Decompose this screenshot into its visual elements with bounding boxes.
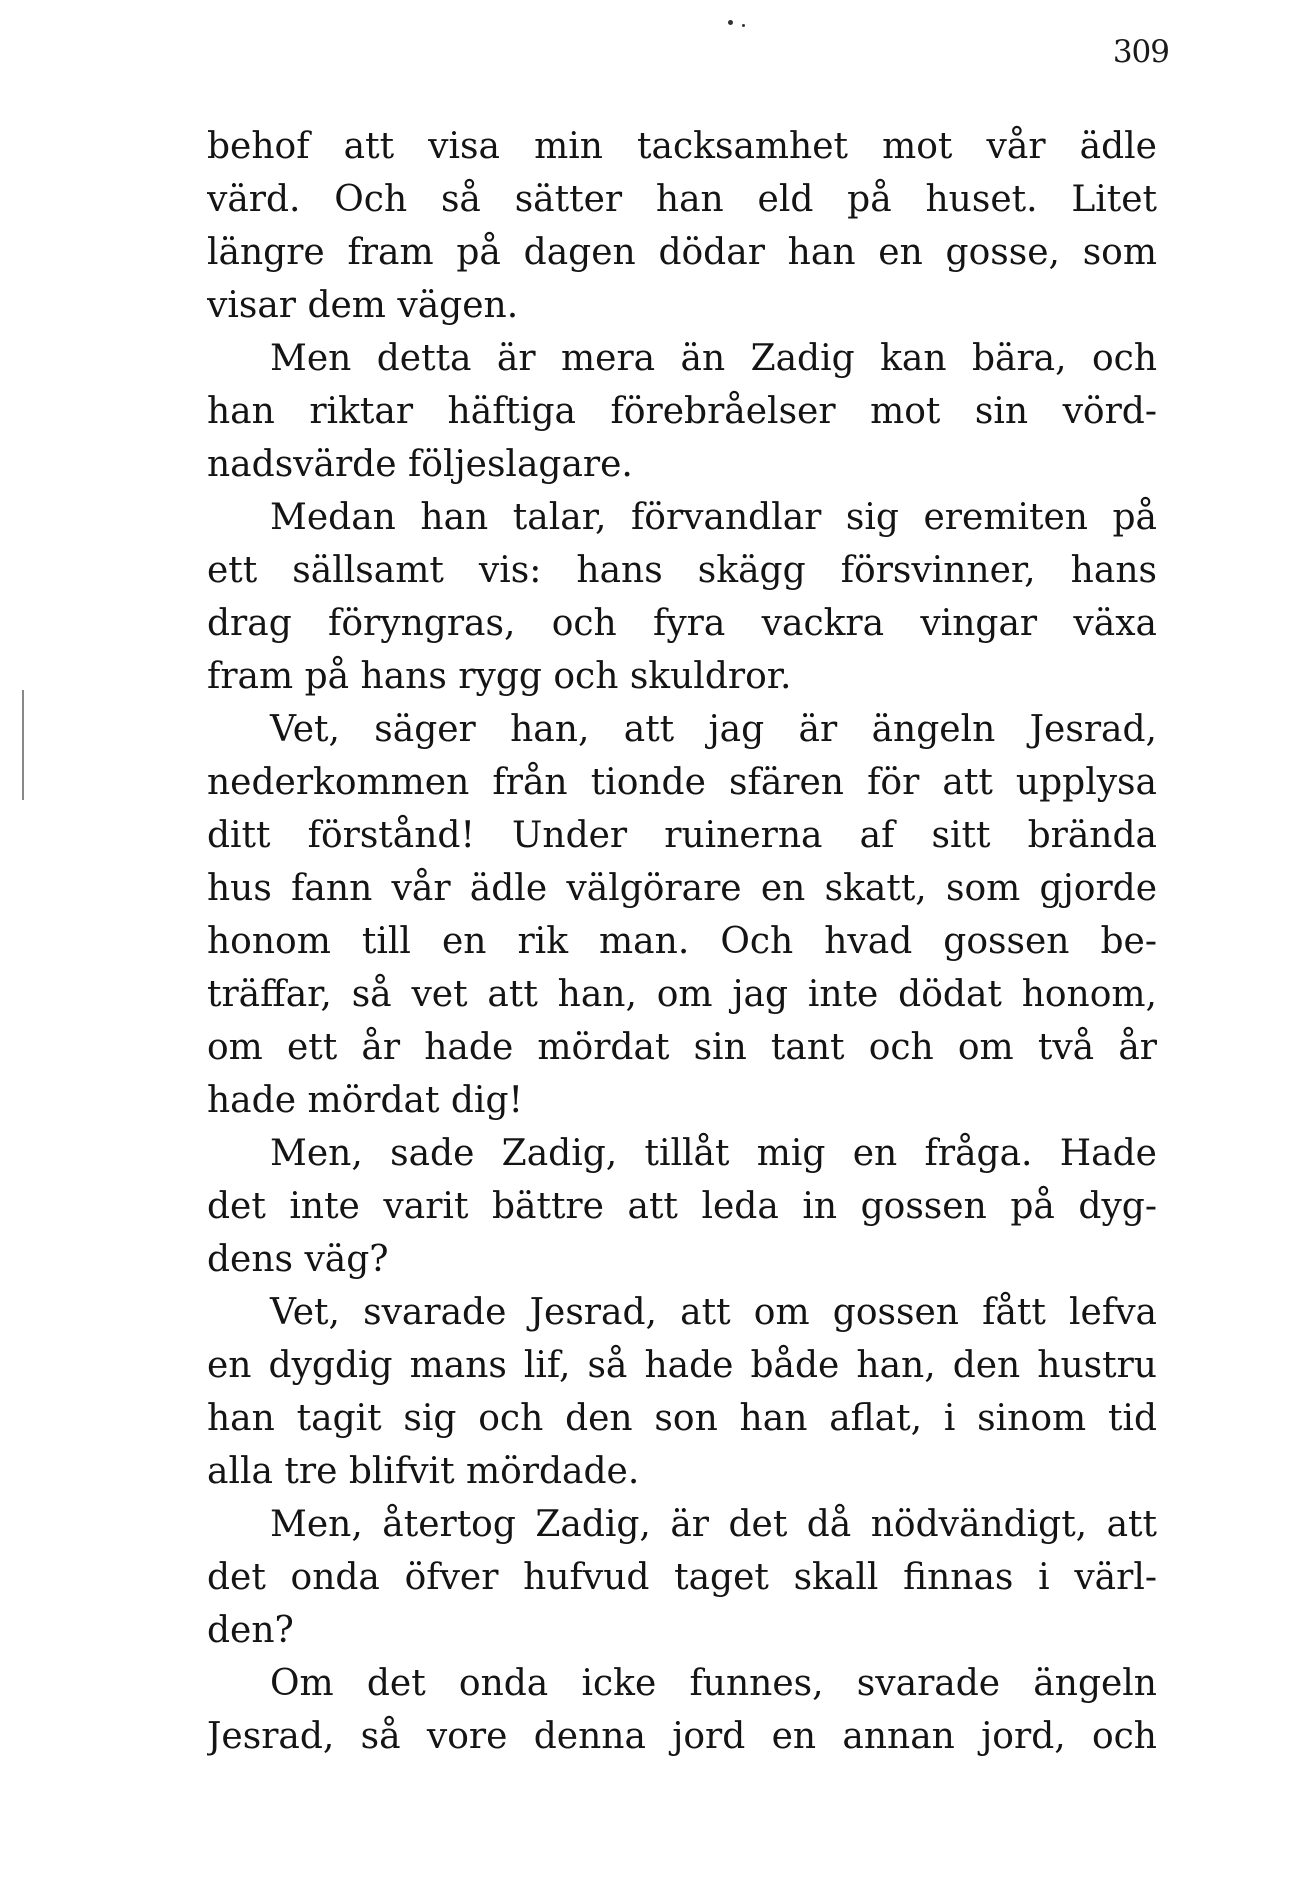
paragraph [207,1657,1157,1763]
text-line: Vet, svarade Jesrad, att om gossen fått lefva [270,1292,1157,1333]
paragraph [207,1498,1157,1657]
text-line: Men detta är mera än Zadig kan bära, och [270,338,1157,379]
paragraph [207,332,1157,491]
text-line: en dygdig mans lif, så hade både han, den hustru [207,1345,1157,1386]
text-line: drag föryngras, och fyra vackra vingar växa [207,603,1157,644]
text-line: Jesrad, så vore denna jord en annan jord, och [207,1716,1157,1757]
text-line: fram på hans rygg och skuldror. [207,656,792,697]
scan-speck [728,20,733,25]
text-line: nadsvärde följeslagare. [207,444,633,485]
scan-speck [742,24,745,27]
page-number: 309 [1112,34,1169,70]
text-line: ett sällsamt vis: hans skägg försvinner, hans [207,550,1157,591]
text-line: längre fram på dagen dödar han en gosse, som [207,232,1157,273]
text-line: Men, sade Zadig, tillåt mig en fråga. Hade [270,1133,1157,1174]
paragraph [207,1127,1157,1286]
text-line: alla tre blifvit mördade. [207,1451,640,1492]
text-line: nederkommen från tionde sfären för att upplysa [207,762,1157,803]
paragraph [207,120,1157,332]
text-line: om ett år hade mördat sin tant och om två år [207,1027,1157,1068]
page-edge-mark [22,690,24,800]
text-line: Medan han talar, förvandlar sig eremiten på [270,497,1157,538]
text-line: behof att visa min tacksamhet mot vår ädle [207,126,1157,167]
body-text [207,120,1157,1763]
text-line: ditt förstånd! Under ruinerna af sitt brända [207,815,1157,856]
text-line: dens väg? [207,1239,389,1280]
text-line: Men, återtog Zadig, är det då nödvändigt, att [270,1504,1157,1545]
text-line: träffar, så vet att han, om jag inte dödat honom, [207,974,1157,1015]
text-line: det inte varit bättre att leda in gossen på dyg- [207,1186,1157,1227]
text-line: han tagit sig och den son han aflat, i sinom tid [207,1398,1157,1439]
paragraph [207,1286,1157,1498]
text-line: värd. Och så sätter han eld på huset. Litet [207,179,1157,220]
text-line: honom till en rik man. Och hvad gossen be- [207,921,1157,962]
text-line: visar dem vägen. [207,285,519,326]
text-line: Om det onda icke funnes, svarade ängeln [270,1663,1157,1704]
paragraph [207,491,1157,703]
text-line: det onda öfver hufvud taget skall finnas i värl- [207,1557,1157,1598]
text-line: hade mördat dig! [207,1080,523,1121]
text-line: Vet, säger han, att jag är ängeln Jesrad, [270,709,1157,750]
paragraph [207,703,1157,1127]
text-line: den? [207,1610,294,1651]
text-line: hus fann vår ädle välgörare en skatt, som gjorde [207,868,1157,909]
text-line: han riktar häftiga förebråelser mot sin vörd- [207,391,1157,432]
